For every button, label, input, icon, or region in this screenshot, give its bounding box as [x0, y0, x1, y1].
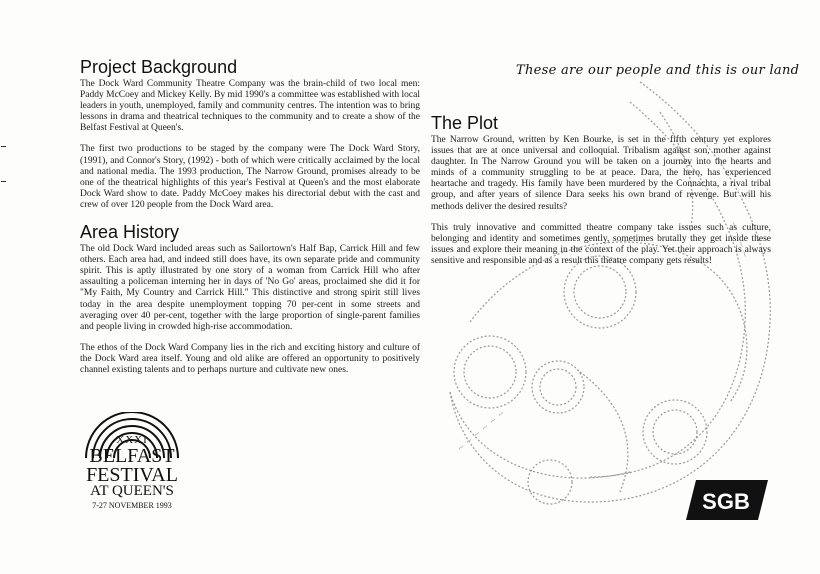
- area-history-heading: Area History: [80, 222, 180, 243]
- festival-edition: XXXI: [116, 434, 148, 446]
- area-history-paragraph: The ethos of the Dock Ward Company lies in the rich and exciting history and culture of the Dock Ward area itself. Young and old alike are offered an opportunity to positively channel existing talents and to perhaps nurture and cultivate new ones.: [80, 342, 420, 375]
- belfast-festival-logo: [82, 412, 182, 522]
- left-column: [80, 56, 420, 386]
- the-plot-paragraph: The Narrow Ground, written by Ken Bourke, is set in the fifth century yet explores issues that are at once universal and colloquial. Tribalism against son, mother against daughter. In The Narrow Ground you will be taken on a journey into the hearts and minds of a community struggling to be at peace. Dara, the hero, has experienced heartache and tragedy. His family have been murdered by the Connachta, a rival tribal group, and after years of silence Dara seeks his own brand of revenge. But will his methods deliver the desired results?: [431, 135, 771, 212]
- the-plot-paragraph: This truly innovative and committed theatre company take issues such as culture, belonging and identity and sometimes gently, sometimes brutally they get inside these issues and explore their meaning in the context of the play. Yet their approach is always sensitive and responsible and as a result this theatre company gets results!: [431, 222, 771, 266]
- svg-text:~ ~ ~ ~ ~ ~: ~ ~ ~ ~ ~ ~: [455, 408, 508, 455]
- svg-text:~ ~ ~ ~: ~ ~ ~ ~: [727, 219, 750, 260]
- the-plot-heading: The Plot: [431, 113, 499, 133]
- project-background-paragraph: The Dock Ward Community Theatre Company was the brain-child of two local men: Paddy McCoey and Mickey Kelly. By mid 1990's a committee was established with local leaders in youth, unemployed, family and community centres. The intention was to bring lessons in drama and theatrical techniques to the community and to create a show of the Belfast Festival at Queen's.: [80, 79, 420, 134]
- area-history-paragraph: The old Dock Ward included areas such as Sailortown's Half Bap, Carrick Hill and few others. Each area had, and indeed still does have, its own separate pride and community spirit. This is aptly illustrated by one story of a woman from Carrick Hill who after assaulting a policeman interning her in days of 'No Go' areas, proclaimed she did it for "My Faith, My Country and Carrick Hill." This distinctive and strong spirit still lives today in the area despite unemployment topping 70 per-cent in some streets and averaging over 40 per-cent, together with the large proportion of single-parent families and people living in crowded high-rise accommodation.: [80, 244, 420, 332]
- fold-mark: [1, 146, 6, 147]
- festival-dates: 7-27 NOVEMBER 1993: [92, 501, 172, 510]
- project-background-paragraph: The first two productions to be staged by the company were The Dock Ward Story, (1991), and Connor's Story, (1992) - both of which were critically acclaimed by the local and national media. The 1993 production, The Narrow Ground, promises already to be one of the theatrical highlights of this year's Festival at Queen's and the most elaborate Dock Ward show to date. Paddy McCoey makes his directorial debut with the cast and crew of over 120 people from the Dock Ward area.: [80, 144, 420, 210]
- right-column: [431, 112, 771, 277]
- festival-line1: BELFAST: [89, 445, 175, 467]
- festival-line2: FESTIVAL: [86, 464, 178, 486]
- project-background-heading: Project Background: [80, 57, 238, 77]
- sgb-logo: [686, 480, 768, 520]
- tagline: These are our people and this is our land: [516, 63, 800, 78]
- sgb-logo-text: SGB: [702, 489, 750, 514]
- fold-mark: [1, 181, 6, 182]
- festival-line3: AT QUEEN'S: [90, 483, 174, 499]
